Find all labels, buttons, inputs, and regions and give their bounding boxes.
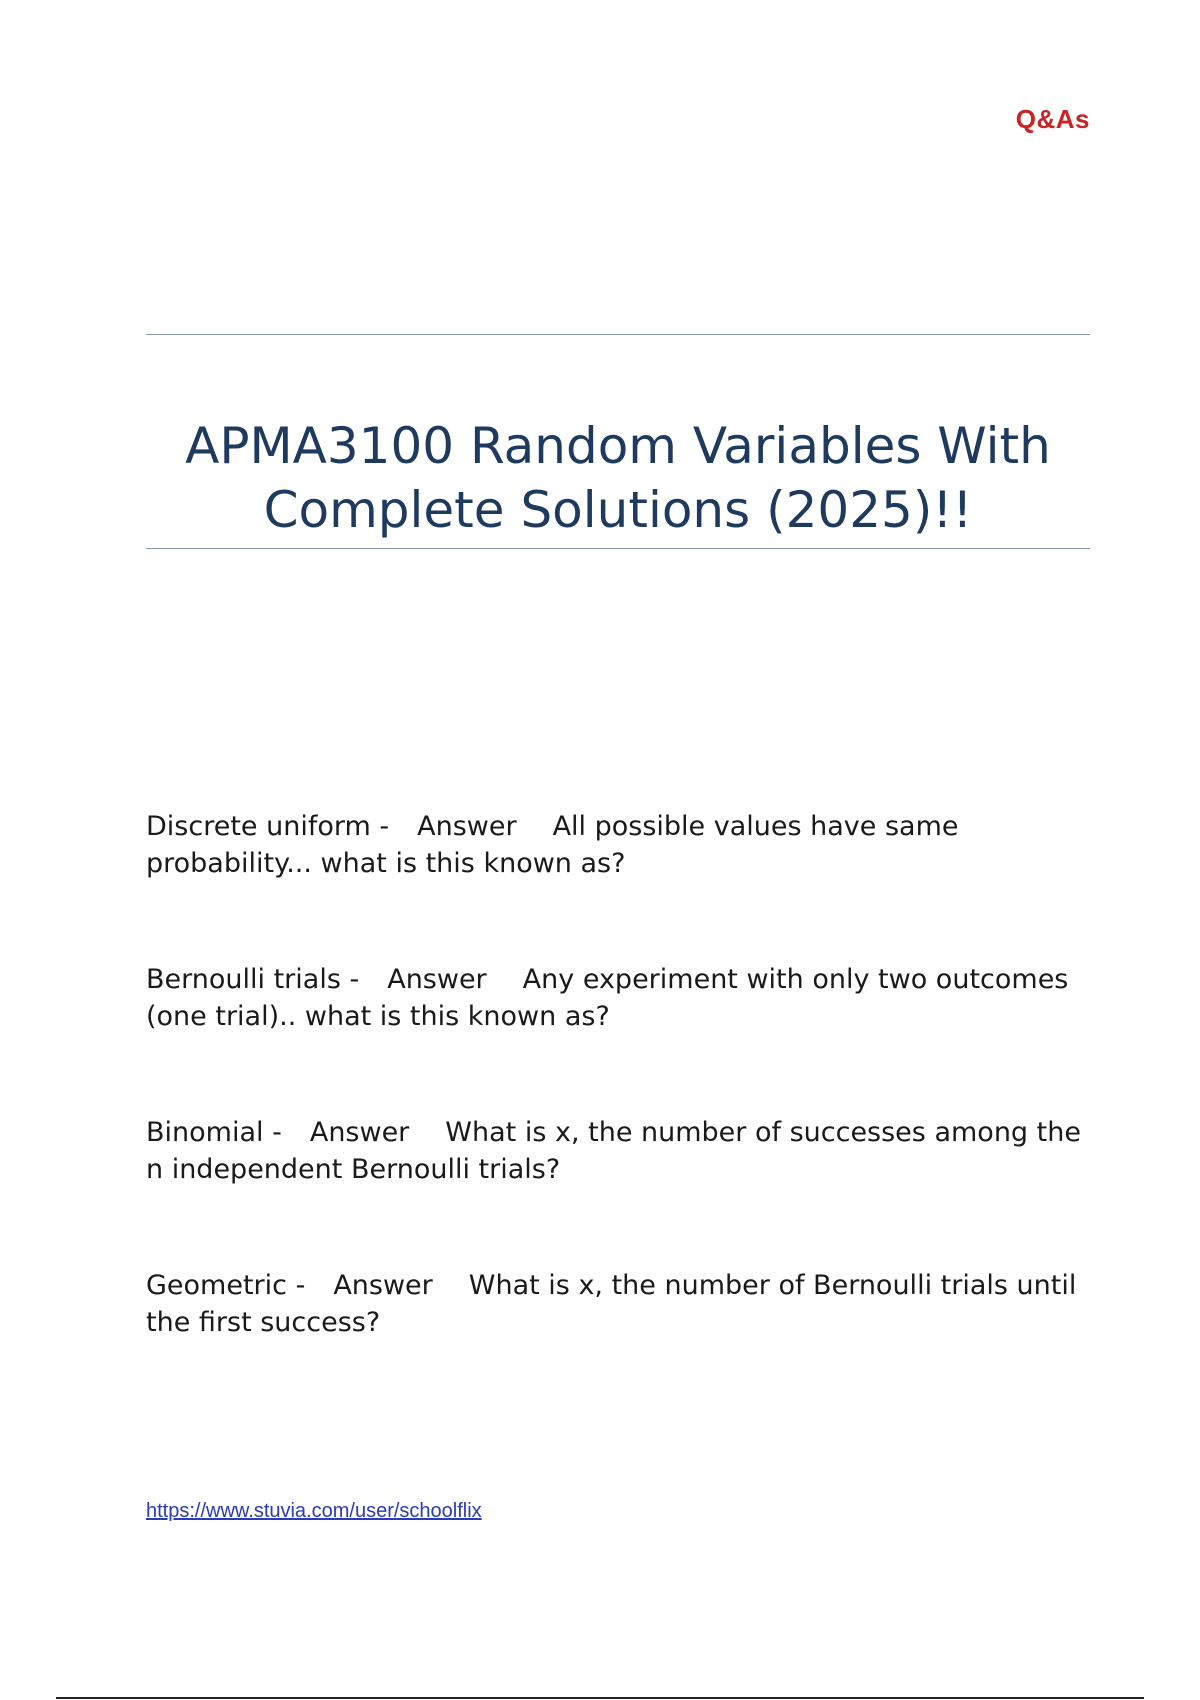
qa-answer-label: Answer [417, 811, 517, 842]
source-link[interactable]: https://www.stuvia.com/user/schoolflix [146, 1500, 482, 1522]
qa-question: Any experiment with only two outcomes (one trial).. what is this known as? [146, 964, 1069, 1032]
title-bottom-divider [146, 548, 1090, 549]
qa-list [146, 808, 1096, 1420]
qa-term: Discrete uniform - [146, 811, 390, 842]
qa-answer-label: Answer [333, 1270, 433, 1301]
qa-question: All possible values have same probability... what is this known as? [146, 811, 959, 879]
qa-question: What is x, the number of Bernoulli trials until the first success? [146, 1270, 1077, 1338]
qa-term: Bernoulli trials - [146, 964, 360, 995]
qa-answer-label: Answer [309, 1117, 410, 1148]
qa-term: Binomial - [146, 1117, 282, 1148]
qa-term: Geometric - [146, 1270, 306, 1301]
document-title: APMA3100 Random Variables With Complete Solutions (2025)!! [185, 417, 1051, 539]
qas-tag: Q&As [1015, 104, 1090, 134]
title-top-divider [146, 334, 1090, 335]
qa-item-discrete-uniform [146, 808, 1096, 882]
footer-divider [56, 1697, 1144, 1699]
qa-answer-label: Answer [387, 964, 487, 995]
qa-item-bernoulli-trials [146, 961, 1096, 1035]
qa-item-binomial [146, 1114, 1096, 1188]
qa-item-geometric [146, 1267, 1096, 1341]
qa-question: What is x, the number of successes among the n independent Bernoulli trials? [146, 1117, 1081, 1185]
